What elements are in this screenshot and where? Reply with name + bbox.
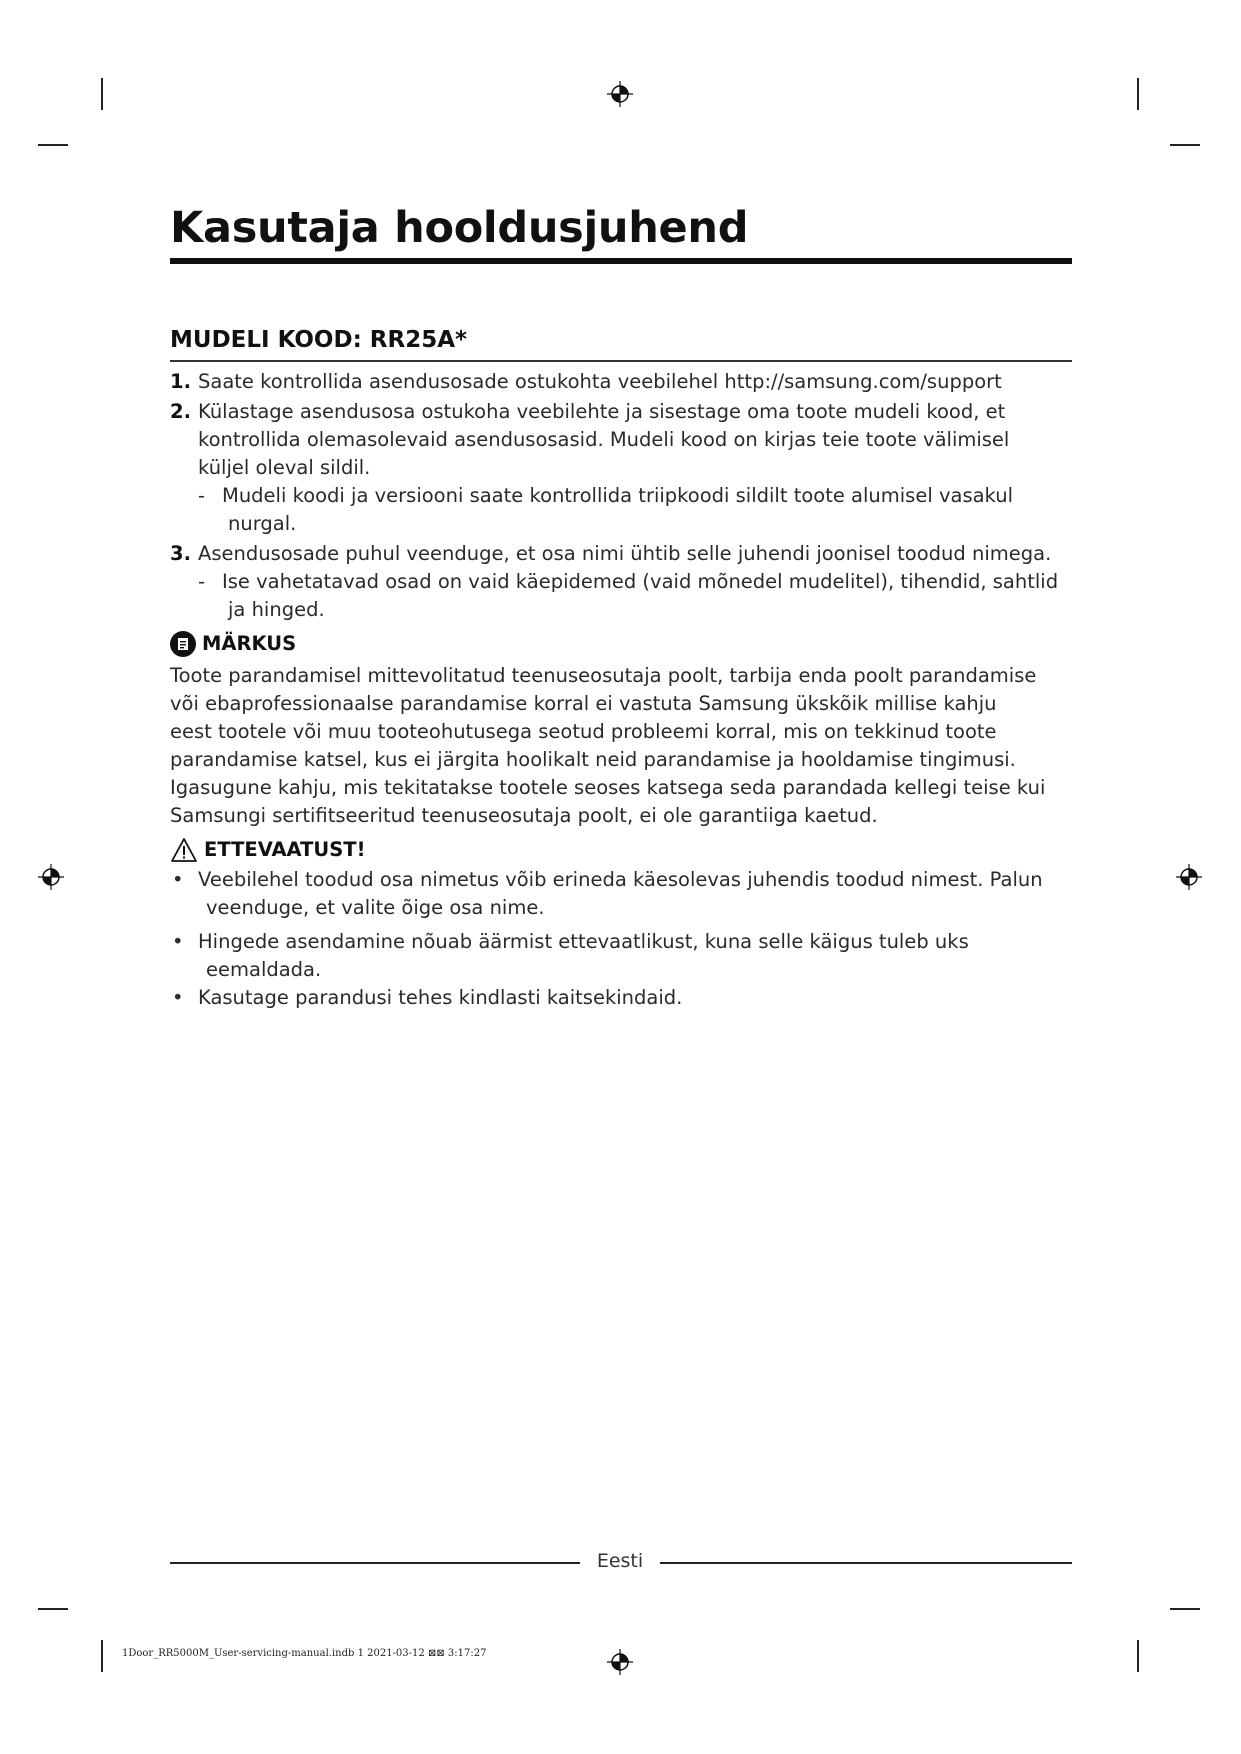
sub-item [170,568,1075,624]
footer-rule [170,1562,580,1564]
print-slug: 1Door_RR5000M_User-servicing-manual.indb 1 2021-03-12 ⊠⊠ 3:17:27 [122,1648,487,1659]
numbered-item-3 [170,540,1075,568]
item-text: Asendusosade puhul veenduge, et osa nimi ühtib selle juhendi joonisel toodud nimega. [198,542,1052,565]
numbered-item-2 [170,398,1075,482]
note-icon [170,631,196,657]
registration-mark-icon [1176,864,1202,890]
crop-mark [38,144,68,146]
note-line: või ebaprofessionaalse parandamise korral ei vastuta Samsung ükskõik millise kahju [170,692,997,715]
sub-item [170,482,1075,538]
warning-triangle-icon [170,837,198,863]
crop-mark [38,1608,68,1610]
item-line: Külastage asendusosa ostukoha veebilehte ja sisestage oma toote mudeli kood, et [198,400,1006,423]
section-heading: MUDELI KOOD: RR25A* [170,327,468,353]
sub-item-line: ja hinged. [228,598,325,621]
note-line: eest tootele või muu tooteohutusega seotud probleemi korral, mis on tekkinud toote [170,720,997,743]
sub-item-dash: - [198,570,206,593]
bullet-line: Kasutage parandusi tehes kindlasti kaitsekindaid. [198,986,683,1009]
content-body [170,368,1075,1012]
footer-language: Eesti [596,1550,644,1572]
note-line: Toote parandamisel mittevolitatud teenuseosutaja poolt, tarbija enda poolt parandamise [170,664,1037,687]
note-line: parandamise katsel, kus ei järgita hoolikalt neid parandamise ja hooldamise tingimusi. [170,748,1016,771]
bullet-dot: • [172,930,184,953]
crop-mark [1137,1640,1139,1672]
bullet-line: veenduge, et valite õige osa nime. [206,896,545,919]
caution-bullet [170,984,1075,1012]
item-line: küljel oleval sildil. [198,456,371,479]
registration-mark-icon [607,81,633,107]
numbered-item-1 [170,368,1075,396]
registration-mark-icon [38,864,64,890]
item-number: 2. [170,400,191,423]
caution-heading [170,836,1075,864]
caution-bullet [170,866,1075,922]
item-number: 1. [170,370,191,393]
crop-mark [1170,1608,1200,1610]
bullet-dot: • [172,868,184,891]
item-number: 3. [170,542,191,565]
crop-mark [101,78,103,110]
item-line: kontrollida olemasolevaid asendusosasid. Mudeli kood on kirjas teie toote välimisel [198,428,1010,451]
bullet-line: Hingede asendamine nõuab äärmist ettevaatlikust, kuna selle käigus tuleb uks [198,930,969,953]
section-rule [170,360,1072,362]
bullet-line: Veebilehel toodud osa nimetus võib erineda käesolevas juhendis toodud nimest. Palun [198,868,1043,891]
note-line: Samsungi sertifitseeritud teenuseosutaja poolt, ei ole garantiiga kaetud. [170,804,878,827]
caution-heading-label: ETTEVAATUST! [204,838,366,861]
crop-mark [1170,144,1200,146]
note-heading [170,630,1075,658]
page-title: Kasutaja hooldusjuhend [170,203,749,253]
sub-item-line: nurgal. [228,512,297,535]
item-text: Saate kontrollida asendusosade ostukohta veebilehel http://samsung.com/support [198,370,1002,393]
crop-mark [101,1640,103,1672]
note-line: Igasugune kahju, mis tekitatakse tootele seoses katsega seda parandada kellegi teise kui [170,776,1046,799]
sub-item-line: Ise vahetatavad osad on vaid käepidemed (vaid mõnedel mudelitel), tihendid, sahtlid [222,570,1059,593]
caution-bullet [170,928,1075,984]
footer-rule [660,1562,1072,1564]
note-paragraph [170,662,1075,830]
sub-item-line: Mudeli koodi ja versiooni saate kontrollida triipkoodi sildilt toote alumisel vasakul [222,484,1014,507]
note-heading-label: MÄRKUS [202,632,297,655]
sub-item-dash: - [198,484,206,507]
title-rule [170,258,1072,264]
bullet-line: eemaldada. [206,958,322,981]
crop-mark [1137,78,1139,110]
bullet-dot: • [172,986,184,1009]
registration-mark-icon [607,1649,633,1675]
